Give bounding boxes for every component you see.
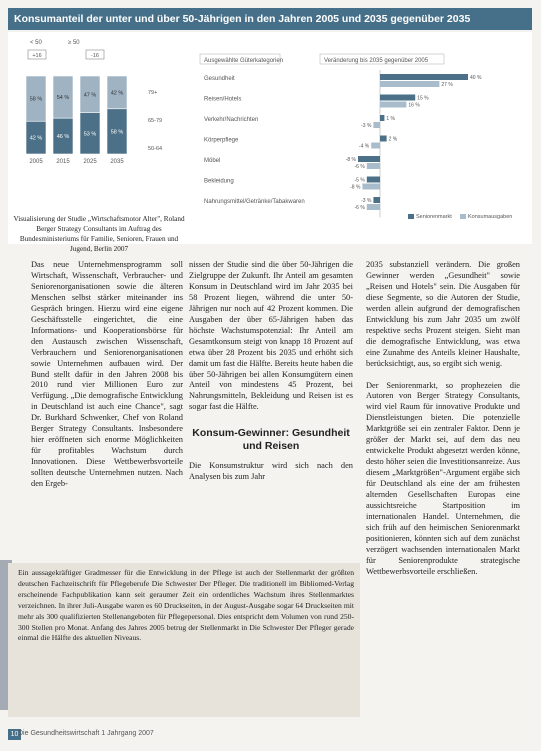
info-box-text: Ein aussagekräftiger Gradmesser für die Entwicklung in der Pflege ist auch der Stellenmarkt der größten deutschen Fachzeitschrift für Pflegeberufe Die Schwester Der Pfleger. Die traditionell im Bibliomed-Verlag erscheinende Fachpublikation kann seit geraumer Zeit ein ordentliches Wachstum ihres Stellenmarktes verzeichnen. In ihrer Juli-Ausgabe waren es 60 Druckseiten, in der August-Ausgabe sogar 64 Druckseiten mit mehr als 300 qualifizierten Stellenangeboten für Pflegepersonal. Dies entspricht dem Volumen von rund 250-300 Stellen pro Monat. Anfang des Jahres 2005 betrug der Stellenmarkt in Die Schwester Der Pfleger gerade einmal die Hälfte des aktuellen Niveaus.: [18, 568, 354, 643]
bar: [371, 143, 380, 149]
bar: [380, 102, 406, 108]
data-label: 1 %: [386, 116, 396, 122]
legend-label: Konsumausgaben: [468, 214, 513, 220]
legend-swatch: [460, 214, 466, 219]
data-label: 16 %: [408, 102, 420, 109]
bar: [362, 184, 380, 190]
legend-swatch: [408, 214, 414, 219]
category-label: Reisen/Hotels: [204, 96, 242, 103]
x-tick-label: 2035: [110, 159, 124, 165]
paragraph: Die Konsumstruktur wird sich nach den Analysen bis zum Jahr: [189, 461, 353, 482]
data-label: -6 %: [354, 205, 365, 211]
bar: [380, 115, 384, 121]
data-label: -3 %: [361, 123, 372, 129]
page-number: 10: [8, 729, 21, 740]
bar: [373, 122, 380, 128]
axis-label: 65-79: [148, 118, 163, 124]
chart-caption: Visualisierung der Studie „Wirtschaftsmotor Alter", Roland Berger Strategy Consultants im Auftrag des Bundesministeriums für Familie, Senioren, Frauen und Jugend, Berlin 2007: [13, 215, 185, 253]
category-label: Nahrungsmittel/Getränke/Tabakwaren: [204, 199, 305, 205]
article-column-3: [366, 260, 520, 578]
x-tick-label: 2025: [83, 159, 97, 165]
data-label: -6 %: [354, 164, 365, 170]
data-label: 27 %: [441, 82, 453, 88]
bar: [367, 177, 380, 183]
data-label: 54 %: [56, 95, 70, 102]
x-tick-label: 2015: [56, 159, 70, 165]
footer-text: Die Gesundheitswirtschaft 1 Jahrgang 2007: [18, 730, 154, 737]
legend-label: < 50: [30, 40, 42, 46]
data-label: -8 %: [350, 184, 361, 191]
data-label: -4 %: [358, 143, 370, 150]
category-label: Bekleidung: [204, 178, 234, 185]
data-label: 58 %: [29, 96, 43, 103]
paragraph: nissen der Studie sind die über 50-Jährigen die Zielgruppe der Zukunft. Ihr Anteil am gesamten Konsum in Deutschland wird im Jahr 2035 bei 58 Prozent liegen, während die unter 50-Jährigen nur noch auf 42 Prozent kommen. Die Ausgaben der über 65-Jährigen haben das höchste Wachstumspotenzial: Ihr Anteil am Gesamtkonsum steigt von knapp 18 Prozent auf etwa über 28 Prozent bis 2035 und erhöht sich damit um fast die Hälfte. Bereits heute haben die über 50-Jährigen bei allen Konsumgütern einen Anteil von mindestens 45 Prozent, bei Nahrungsmitteln, Bekleidung und Reisen ist es sogar fast die Hälfte.: [189, 260, 353, 412]
data-label: 42 %: [110, 90, 124, 97]
paragraph: Das neue Unternehmensprogramm soll Wirtschaft, Wissenschaft, Verbraucher- und Seniorenorganisationen sowie die älteren Menschen selbst stärker miteinander ins Gespräch bringen. Hierzu wird eine eigene Geschäftsstelle eingerichtet, die eine Informations- und Kooperationsbörse für den Austausch zwischen Wissenschaft, Verbrauchern und Seniorenorganisationen sowie Unternehmen aufbauen wird. Der Bund stellt dafür in den Jahren 2008 bis 2010 rund vier Millionen Euro zur Verfügung. „Die demografische Entwicklung in Deutschland ist auch eine Chance", sagt Dr. Burkhard Schwenker, Chef von Roland Berger Strategy Consultants. Insbesondere hier eröffneten sich enorme Möglichkeiten für profitables Wachstum durch Innovationen. Diese Wettbewerbsvorteile sollten deutsche Unternehmen nutzen. Nach den Ergeb-: [31, 260, 183, 489]
data-label: 58 %: [110, 129, 124, 136]
data-label: 53 %: [83, 131, 97, 138]
horizontal-bar-chart: [8, 32, 532, 244]
bar: [367, 204, 380, 210]
paragraph: 2035 substanziell verändern. Die großen Gewinner werden „Gesundheit" sowie „Reisen und Hotels" sein. Die Ausgaben für diese Segmente, so die Autoren der Studie, werden allein aufgrund der demografischen Entwicklung bis zum Jahr 2035 um zwölf respektive sechs Prozent steigen. Sieht man die demografische Entwicklung, was etwa eine Zunahme des Anteils kleiner Haushalte, berücksichtigt, aus, so ergibt sich wenig.: [366, 260, 520, 368]
chart-title-banner: Konsumanteil der unter und über 50-Jährigen in den Jahren 2005 und 2035 gegenüber 2035: [8, 8, 532, 30]
category-label: Gesundheit: [204, 76, 235, 82]
chart-panel: [8, 32, 532, 253]
callout-label: +16: [32, 53, 42, 59]
data-label: 47 %: [83, 92, 97, 99]
category-label: Verkehr/Nachrichten: [204, 117, 259, 123]
bar: [380, 136, 387, 142]
header-right: Veränderung bis 2035 gegenüber 2005: [324, 58, 429, 64]
paragraph: Der Seniorenmarkt, so prophezeien die Autoren von Berger Strategy Consultants, wird viel Raum für innovative Produkte und Dienstleistungen bieten. Die potenzielle Marktgröße sei ein zentraler Faktor. Denn je größer der Markt sei, auf dem das neu entwickelte Produkt abgesetzt werden könne, desto höher seien die Investitionsanreize. Aus diesem „Marktgrößen"-Argument ergäbe sich für Deutschland als eine der am frühesten alternden Gesellschaften Europas eine aussichtsreiche Startposition im internationalen Handel. Unternehmen, die sich früh auf den heimischen Seniorenmarkt positionieren, könnten sich auf dem zunächst verzögert wachsenden internationalen Markt für Seniorenprodukte strategische Wettbewerbsvorteile erschließen.: [366, 380, 520, 576]
bar: [380, 95, 415, 101]
data-label: -8 %: [345, 157, 356, 163]
axis-label: 50-64: [148, 146, 163, 152]
data-label: -5 %: [354, 177, 365, 184]
data-label: 42 %: [29, 135, 43, 142]
category-label: Körperpflege: [204, 137, 239, 144]
bar: [380, 74, 468, 80]
bar: [373, 197, 380, 203]
category-label: Möbel: [204, 158, 221, 164]
data-label: 2 %: [388, 136, 398, 143]
article-column-2: [189, 260, 353, 483]
article-column-1: [31, 260, 183, 490]
bar: [380, 81, 439, 87]
data-label: 15 %: [417, 95, 429, 102]
legend-label: Seniorenmarkt: [416, 214, 452, 220]
callout-label: -16: [91, 53, 99, 59]
bar: [358, 156, 380, 162]
bar: [367, 163, 380, 169]
section-heading: Konsum-Gewinner: Gesundheit und Reisen: [192, 427, 350, 453]
data-label: -3 %: [361, 198, 372, 204]
data-label: 46 %: [56, 134, 70, 141]
legend-label: ≥ 50: [68, 40, 80, 46]
axis-label: 79+: [148, 90, 158, 96]
data-label: 40 %: [470, 75, 482, 81]
x-tick-label: 2005: [29, 159, 43, 165]
header-left: Ausgewählte Güterkategorien: [204, 58, 284, 64]
